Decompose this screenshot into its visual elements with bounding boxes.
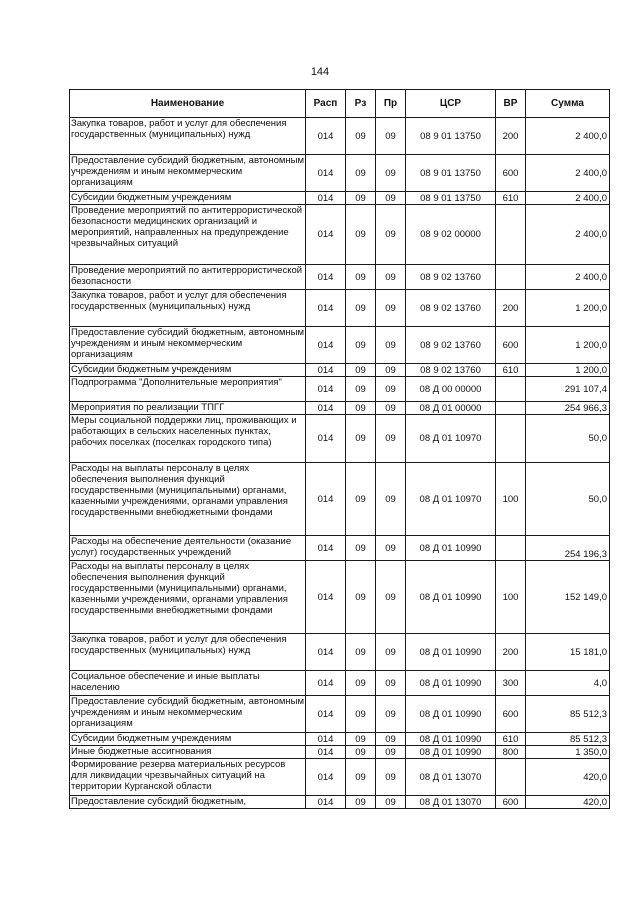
table-row (70, 265, 610, 290)
row-rz: 09 (346, 634, 376, 671)
row-rz: 09 (346, 561, 376, 634)
row-vr (496, 759, 526, 796)
row-csr: 08 Д 01 10990 (406, 634, 496, 671)
row-name: Предоставление субсидий бюджетным, (70, 796, 306, 809)
row-vr: 300 (496, 671, 526, 696)
row-pr: 09 (376, 415, 406, 463)
row-vr: 610 (496, 364, 526, 377)
row-pr: 09 (376, 327, 406, 364)
row-csr: 08 9 02 13760 (406, 290, 496, 327)
row-rz: 09 (346, 290, 376, 327)
row-rasp: 014 (306, 796, 346, 809)
row-rasp: 014 (306, 746, 346, 759)
row-csr: 08 Д 01 00000 (406, 402, 496, 415)
row-rasp: 014 (306, 733, 346, 746)
row-rasp: 014 (306, 671, 346, 696)
row-rasp: 014 (306, 290, 346, 327)
header-rz: Рз (346, 90, 376, 118)
row-csr: 08 Д 01 10990 (406, 561, 496, 634)
row-vr: 100 (496, 463, 526, 536)
row-sum: 15 181,0 (526, 634, 610, 671)
row-sum: 85 512,3 (526, 733, 610, 746)
row-vr: 610 (496, 733, 526, 746)
row-rz: 09 (346, 759, 376, 796)
row-rz: 09 (346, 377, 376, 402)
row-vr (496, 205, 526, 265)
row-rz: 09 (346, 118, 376, 155)
row-sum: 2 400,0 (526, 265, 610, 290)
row-csr: 08 Д 01 10990 (406, 671, 496, 696)
row-vr: 200 (496, 290, 526, 327)
table-row (70, 364, 610, 377)
row-pr: 09 (376, 192, 406, 205)
row-rz: 09 (346, 364, 376, 377)
row-pr: 09 (376, 696, 406, 733)
row-rasp: 014 (306, 634, 346, 671)
row-rasp: 014 (306, 155, 346, 192)
row-csr: 08 Д 01 13070 (406, 796, 496, 809)
table-row (70, 327, 610, 364)
row-csr: 08 Д 01 10990 (406, 696, 496, 733)
row-csr: 08 Д 00 00000 (406, 377, 496, 402)
row-rz: 09 (346, 265, 376, 290)
row-csr: 08 9 01 13750 (406, 192, 496, 205)
row-sum: 4,0 (526, 671, 610, 696)
table-row (70, 746, 610, 759)
row-name: Закупка товаров, работ и услуг для обеспечения государственных (муниципальных) нужд (70, 634, 306, 671)
row-csr: 08 Д 01 10970 (406, 415, 496, 463)
row-rz: 09 (346, 696, 376, 733)
table-row (70, 671, 610, 696)
header-sum: Сумма (526, 90, 610, 118)
budget-table (69, 89, 610, 809)
table-row (70, 155, 610, 192)
row-vr: 600 (496, 155, 526, 192)
row-sum: 50,0 (526, 463, 610, 536)
row-pr: 09 (376, 796, 406, 809)
row-vr (496, 402, 526, 415)
table-row (70, 634, 610, 671)
row-name: Социальное обеспечение и иные выплаты населению (70, 671, 306, 696)
row-rasp: 014 (306, 759, 346, 796)
row-pr: 09 (376, 155, 406, 192)
row-vr: 600 (496, 327, 526, 364)
row-rasp: 014 (306, 118, 346, 155)
row-rasp: 014 (306, 696, 346, 733)
row-csr: 08 Д 01 13070 (406, 759, 496, 796)
row-rasp: 014 (306, 192, 346, 205)
row-rasp: 014 (306, 536, 346, 561)
row-rz: 09 (346, 415, 376, 463)
row-rasp: 014 (306, 377, 346, 402)
row-pr: 09 (376, 290, 406, 327)
row-pr: 09 (376, 463, 406, 536)
row-sum: 1 350,0 (526, 746, 610, 759)
row-vr: 600 (496, 696, 526, 733)
row-csr: 08 Д 01 10970 (406, 463, 496, 536)
row-vr (496, 377, 526, 402)
row-vr (496, 265, 526, 290)
row-sum: 254 196,3 (526, 536, 610, 561)
row-pr: 09 (376, 733, 406, 746)
row-rasp: 014 (306, 463, 346, 536)
row-sum: 420,0 (526, 759, 610, 796)
row-rz: 09 (346, 402, 376, 415)
row-name: Проведение мероприятий по антитеррористической безопасности (70, 265, 306, 290)
row-name: Подпрограмма "Дополнительные мероприятия" (70, 377, 306, 402)
row-vr: 100 (496, 561, 526, 634)
row-vr: 610 (496, 192, 526, 205)
row-rz: 09 (346, 463, 376, 536)
row-csr: 08 9 02 13760 (406, 265, 496, 290)
row-rz: 09 (346, 671, 376, 696)
row-rz: 09 (346, 796, 376, 809)
row-name: Расходы на выплаты персоналу в целях обеспечения выполнения функций государственными (муниципальными) органами, казенными учреждениями, органами управления государственными внебюджетными фондами (70, 463, 306, 536)
row-rz: 09 (346, 205, 376, 265)
row-pr: 09 (376, 759, 406, 796)
row-name: Субсидии бюджетным учреждениям (70, 733, 306, 746)
row-pr: 09 (376, 364, 406, 377)
table-row (70, 415, 610, 463)
row-name: Иные бюджетные ассигнования (70, 746, 306, 759)
table-row (70, 696, 610, 733)
table-row (70, 192, 610, 205)
row-name: Расходы на обеспечение деятельности (оказание услуг) государственных учреждений (70, 536, 306, 561)
row-csr: 08 Д 01 10990 (406, 536, 496, 561)
table-header-row (70, 90, 610, 118)
row-pr: 09 (376, 377, 406, 402)
row-sum: 152 149,0 (526, 561, 610, 634)
row-sum: 254 966,3 (526, 402, 610, 415)
table-row (70, 463, 610, 536)
table-row (70, 205, 610, 265)
row-name: Предоставление субсидий бюджетным, автономным учреждениям и иным некоммерческим организациям (70, 696, 306, 733)
row-name: Мероприятия по реализации ТПГГ (70, 402, 306, 415)
row-sum: 85 512,3 (526, 696, 610, 733)
row-sum: 2 400,0 (526, 192, 610, 205)
row-csr: 08 Д 01 10990 (406, 746, 496, 759)
row-rasp: 014 (306, 205, 346, 265)
table-body (70, 118, 610, 809)
header-csr: ЦСР (406, 90, 496, 118)
table-row (70, 759, 610, 796)
row-csr: 08 9 01 13750 (406, 155, 496, 192)
row-pr: 09 (376, 265, 406, 290)
table-row (70, 733, 610, 746)
row-name: Субсидии бюджетным учреждениям (70, 364, 306, 377)
table-row (70, 118, 610, 155)
row-name: Предоставление субсидий бюджетным, автономным учреждениям и иным некоммерческим организациям (70, 327, 306, 364)
row-name: Проведение мероприятий по антитеррористической безопасности медицинских организаций и мероприятий, направленных на предупреждение чрезвычайных ситуаций (70, 205, 306, 265)
table-row (70, 796, 610, 809)
row-vr: 200 (496, 118, 526, 155)
row-sum: 420,0 (526, 796, 610, 809)
header-name: Наименование (70, 90, 306, 118)
page-number: 144 (310, 66, 330, 78)
table-row (70, 402, 610, 415)
header-pr: Пр (376, 90, 406, 118)
row-sum: 2 400,0 (526, 118, 610, 155)
row-pr: 09 (376, 561, 406, 634)
row-vr (496, 536, 526, 561)
header-vr: ВР (496, 90, 526, 118)
row-rz: 09 (346, 327, 376, 364)
row-sum: 1 200,0 (526, 364, 610, 377)
row-rasp: 014 (306, 415, 346, 463)
row-name: Предоставление субсидий бюджетным, автономным учреждениям и иным некоммерческим организациям (70, 155, 306, 192)
row-rz: 09 (346, 536, 376, 561)
row-vr: 600 (496, 796, 526, 809)
row-name: Формирование резерва материальных ресурсов для ликвидации чрезвычайных ситуаций на территории Курганской области (70, 759, 306, 796)
row-pr: 09 (376, 118, 406, 155)
table-row (70, 377, 610, 402)
row-pr: 09 (376, 402, 406, 415)
row-rasp: 014 (306, 364, 346, 377)
row-sum: 50,0 (526, 415, 610, 463)
row-sum: 1 200,0 (526, 290, 610, 327)
row-sum: 2 400,0 (526, 155, 610, 192)
row-csr: 08 9 01 13750 (406, 118, 496, 155)
row-rasp: 014 (306, 265, 346, 290)
row-sum: 291 107,4 (526, 377, 610, 402)
row-rasp: 014 (306, 561, 346, 634)
row-rz: 09 (346, 733, 376, 746)
row-name: Закупка товаров, работ и услуг для обеспечения государственных (муниципальных) нужд (70, 118, 306, 155)
row-vr: 800 (496, 746, 526, 759)
row-sum: 1 200,0 (526, 327, 610, 364)
header-rasp: Расп (306, 90, 346, 118)
table-row (70, 290, 610, 327)
table-row (70, 561, 610, 634)
row-csr: 08 Д 01 10990 (406, 733, 496, 746)
row-pr: 09 (376, 671, 406, 696)
row-rz: 09 (346, 746, 376, 759)
row-name: Меры социальной поддержки лиц, проживающих и работающих в сельских населенных пунктах, рабочих поселках (поселках городского типа) (70, 415, 306, 463)
row-rz: 09 (346, 155, 376, 192)
row-vr: 200 (496, 634, 526, 671)
row-csr: 08 9 02 13760 (406, 364, 496, 377)
row-sum: 2 400,0 (526, 205, 610, 265)
row-pr: 09 (376, 536, 406, 561)
row-pr: 09 (376, 634, 406, 671)
row-vr (496, 415, 526, 463)
row-pr: 09 (376, 205, 406, 265)
row-name: Закупка товаров, работ и услуг для обеспечения государственных (муниципальных) нужд (70, 290, 306, 327)
row-rasp: 014 (306, 402, 346, 415)
row-rz: 09 (346, 192, 376, 205)
row-pr: 09 (376, 746, 406, 759)
row-csr: 08 9 02 13760 (406, 327, 496, 364)
row-csr: 08 9 02 00000 (406, 205, 496, 265)
row-name: Субсидии бюджетным учреждениям (70, 192, 306, 205)
table-row (70, 536, 610, 561)
row-name: Расходы на выплаты персоналу в целях обеспечения выполнения функций государственными (муниципальными) органами, казенными учреждениями, органами управления государственными внебюджетными фондами (70, 561, 306, 634)
row-rasp: 014 (306, 327, 346, 364)
